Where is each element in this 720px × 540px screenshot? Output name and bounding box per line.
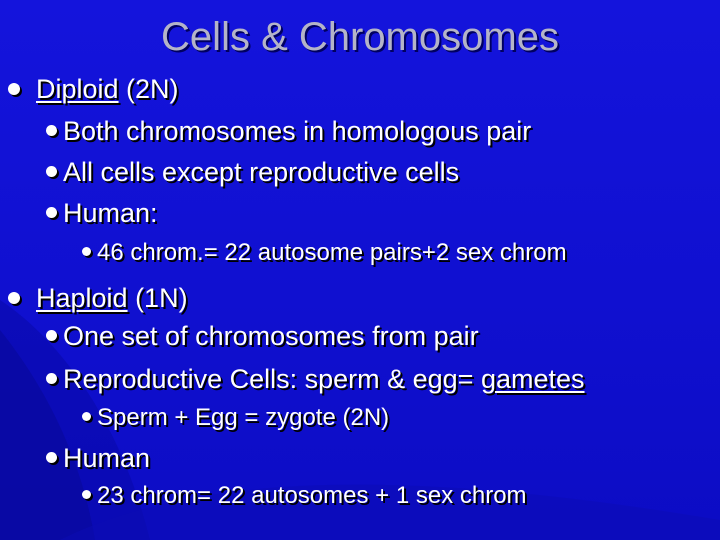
bullet-dot-icon bbox=[46, 166, 57, 177]
haploid-point-one-set: One set of chromosomes from pair bbox=[46, 319, 479, 353]
haploid-notation: (1N) bbox=[127, 283, 188, 313]
diploid-term: Diploid bbox=[36, 74, 119, 104]
bullet-dot-icon bbox=[46, 207, 57, 218]
haploid-term: Haploid bbox=[36, 283, 128, 313]
bullet-dot-icon bbox=[46, 330, 57, 341]
haploid-point-reproductive: Reproductive Cells: sperm & egg= gametes bbox=[46, 362, 585, 396]
bullet-dot-icon bbox=[46, 125, 57, 136]
haploid-human-detail: 23 chrom= 22 autosomes + 1 sex chrom bbox=[82, 481, 527, 511]
bullet-dot-icon bbox=[82, 490, 91, 499]
bullet-haploid bbox=[8, 281, 188, 315]
gametes-term: gametes bbox=[480, 364, 585, 394]
diploid-human-detail: 46 chrom.= 22 autosome pairs+2 sex chrom bbox=[82, 238, 567, 268]
slide-title: Cells & Chromosomes bbox=[161, 15, 559, 59]
diploid-point-human: Human: bbox=[46, 196, 158, 230]
diploid-point-all-cells: All cells except reproductive cells bbox=[46, 155, 459, 189]
bullet-dot-icon bbox=[46, 452, 57, 463]
bullet-dot-icon bbox=[8, 83, 20, 95]
haploid-zygote: Sperm + Egg = zygote (2N) bbox=[82, 403, 389, 433]
bullet-dot-icon bbox=[82, 412, 91, 421]
bullet-dot-icon bbox=[82, 247, 91, 256]
diploid-notation: (2N) bbox=[118, 74, 179, 104]
diploid-point-both: Both chromosomes in homologous pair bbox=[46, 114, 531, 148]
bullet-diploid bbox=[8, 72, 179, 106]
bullet-dot-icon bbox=[46, 373, 57, 384]
bullet-dot-icon bbox=[8, 292, 20, 304]
haploid-point-human: Human bbox=[46, 441, 150, 475]
